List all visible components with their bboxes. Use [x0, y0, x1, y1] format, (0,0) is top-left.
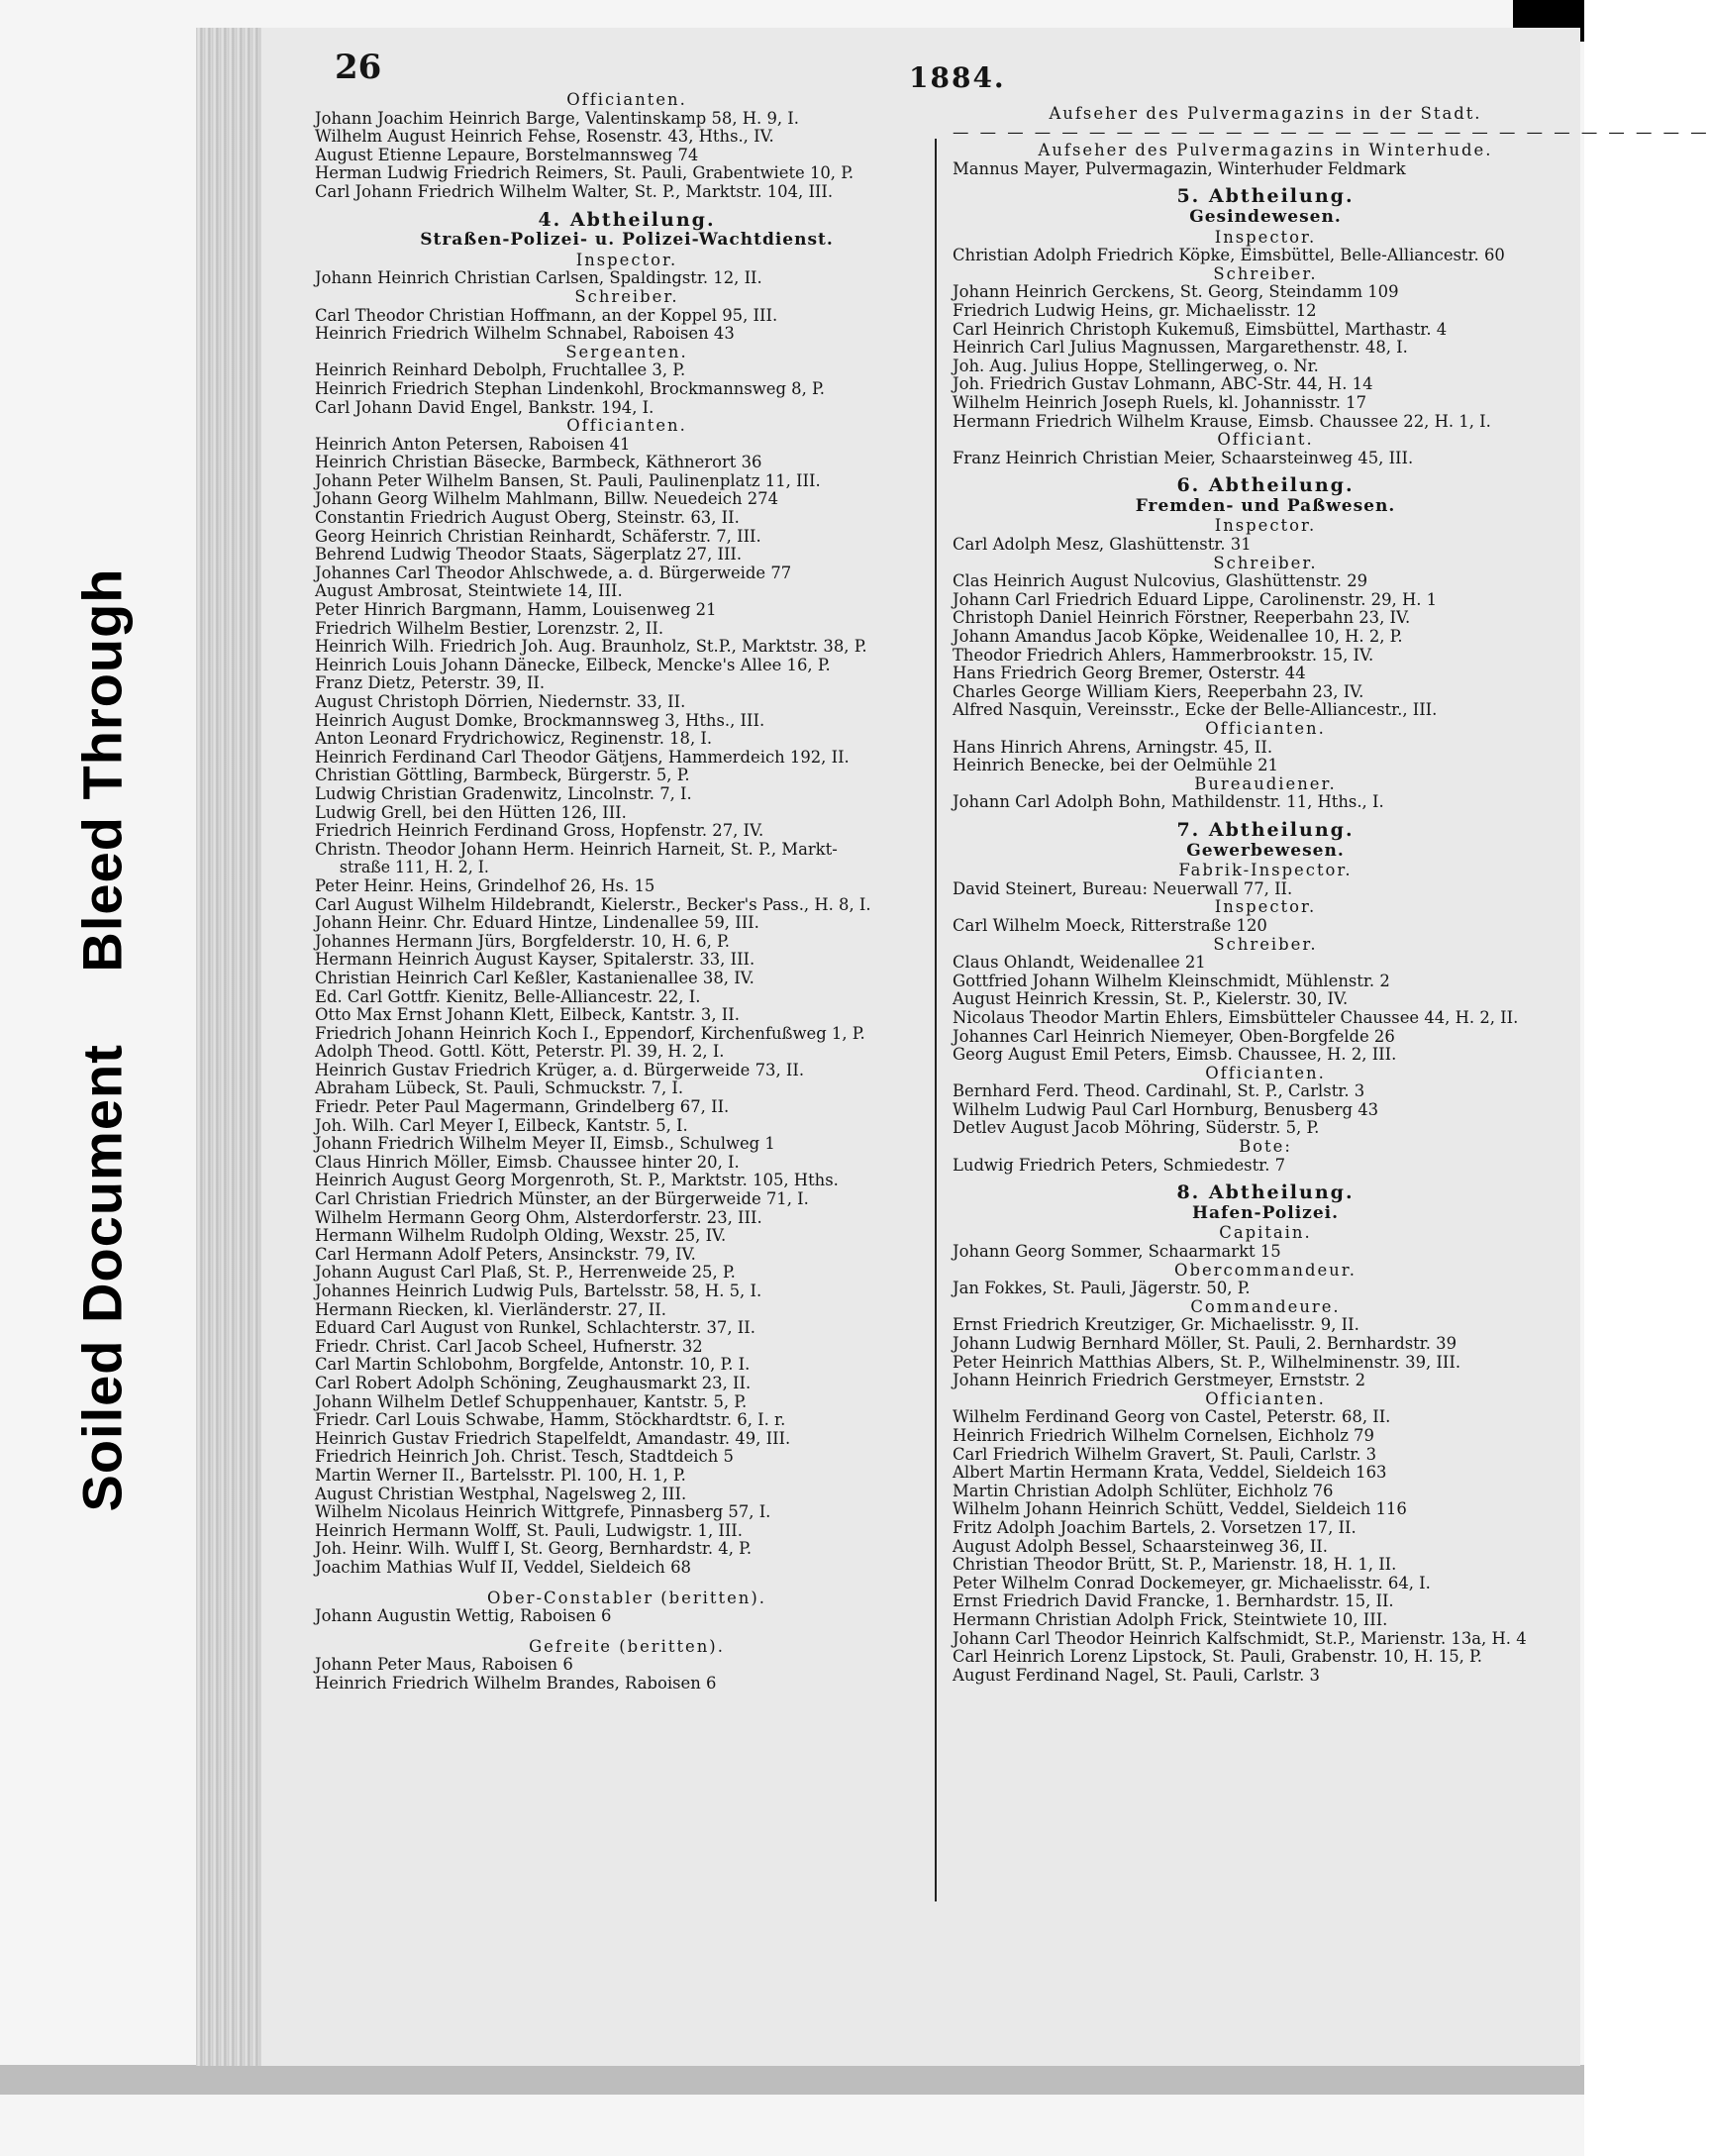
division-heading: 5. Abtheilung.	[1176, 185, 1355, 208]
role-heading: Bureaudiener.	[1194, 773, 1337, 793]
directory-entry: Hermann Friedrich Wilhelm Krause, Eimsb. Chaussee 22, H. 1, I.	[953, 411, 1491, 431]
directory-entry: Carl Theodor Christian Hoffmann, an der Koppel 95, III.	[315, 305, 778, 325]
directory-entry: Anton Leonard Frydrichowicz, Reginenstr. 18, I.	[315, 729, 713, 749]
directory-entry: Georg August Emil Peters, Eimsb. Chaussee, H. 2, III.	[953, 1045, 1397, 1065]
directory-entry: Carl Heinrich Christoph Kukemuß, Eimsbüttel, Marthastr. 4	[953, 319, 1448, 339]
directory-entry: Heinrich August Georg Morgenroth, St. P., Marktstr. 105, Hths.	[315, 1171, 839, 1190]
directory-entry: Abraham Lübeck, St. Pauli, Schmuckstr. 7, I.	[315, 1078, 684, 1098]
directory-entry: Ludwig Grell, bei den Hütten 126, III.	[315, 802, 627, 822]
spacer	[315, 1626, 939, 1638]
directory-entry: Johann Augustin Wettig, Raboisen 6	[315, 1606, 612, 1626]
directory-entry: Johann Carl Friedrich Eduard Lippe, Carolinenstr. 29, H. 1	[953, 589, 1438, 609]
directory-entry: Joh. Friedrich Gustav Lohmann, ABC-Str. 44, H. 14	[953, 374, 1373, 394]
directory-entry: Peter Heinr. Heins, Grindelhof 26, Hs. 15	[315, 875, 655, 895]
entry-continuation: straße 111, H. 2, I.	[339, 858, 489, 877]
role-heading: Ober-Constabler (beritten).	[487, 1588, 766, 1607]
directory-entry: Johann Amandus Jacob Köpke, Weidenallee 10, H. 2, P.	[953, 627, 1403, 647]
directory-entry: Johann Peter Wilhelm Bansen, St. Pauli, Paulinenplatz 11, III.	[315, 470, 821, 490]
directory-entry: Claus Ohlandt, Weidenallee 21	[953, 953, 1206, 973]
directory-entry: Adolph Theod. Gottl. Kött, Peterstr. Pl. 39, H. 2, I.	[315, 1042, 725, 1062]
directory-entry: Martin Werner II., Bartelsstr. Pl. 100, H. 1, P.	[315, 1465, 686, 1485]
role-heading: Officianten.	[1205, 719, 1326, 738]
directory-entry: Carl Friedrich Wilhelm Gravert, St. Pauli, Carlstr. 3	[953, 1444, 1377, 1464]
directory-entry: August Christoph Dörrien, Niedernstr. 33, II.	[315, 692, 686, 711]
directory-entry: Carl Hermann Adolf Peters, Ansinckstr. 79, IV.	[315, 1244, 696, 1264]
directory-entry: Friedr. Christ. Carl Jacob Scheel, Hufnerstr. 32	[315, 1336, 703, 1356]
directory-entry: Christoph Daniel Heinrich Förstner, Reeperbahn 23, IV.	[953, 608, 1411, 628]
directory-entry: Joh. Wilh. Carl Meyer I, Eilbeck, Kantstr. 5, I.	[315, 1115, 688, 1135]
directory-entry: Heinrich August Domke, Brockmannsweg 3, Hths., III.	[315, 710, 765, 730]
directory-entry: Ludwig Friedrich Peters, Schmiedestr. 7	[953, 1155, 1286, 1175]
role-heading: Officianten.	[1205, 1063, 1326, 1082]
role-heading: Bote:	[1239, 1137, 1292, 1157]
role-heading: Commandeure.	[1190, 1296, 1341, 1316]
spacer	[315, 1578, 939, 1590]
role-heading: Sergeanten.	[565, 342, 688, 361]
directory-entry: Johann Friedrich Wilhelm Meyer II, Eimsb., Schulweg 1	[315, 1134, 775, 1154]
role-heading: Officianten.	[1205, 1388, 1326, 1408]
directory-entry: Joh. Aug. Julius Hoppe, Stellingerweg, o. Nr.	[953, 356, 1319, 375]
directory-entry: Hermann Wilhelm Rudolph Olding, Wexstr. 25, IV.	[315, 1226, 727, 1246]
role-heading: Fabrik-Inspector.	[1178, 861, 1353, 880]
directory-entry: Fritz Adolph Joachim Bartels, 2. Vorsetzen 17, II.	[953, 1517, 1357, 1537]
directory-entry: Johannes Carl Theodor Ahlschwede, a. d. Bürgerweide 77	[315, 563, 792, 582]
directory-entry: Johannes Heinrich Ludwig Puls, Bartelsstr. 58, H. 5, I.	[315, 1282, 762, 1300]
directory-entry: Johann Heinrich Friedrich Gerstmeyer, Ernststr. 2	[953, 1371, 1366, 1390]
role-heading: Aufseher des Pulvermagazins in Winterhude.	[1038, 141, 1493, 160]
directory-entry: Eduard Carl August von Runkel, Schlachterstr. 37, II.	[315, 1318, 755, 1338]
directory-entry: Hans Friedrich Georg Bremer, Osterstr. 44	[953, 664, 1306, 683]
directory-entry: Hermann Christian Adolph Frick, Steintwiete 10, III.	[953, 1609, 1388, 1629]
directory-entry: Friedr. Carl Louis Schwabe, Hamm, Stöckhardtstr. 6, I. r.	[315, 1410, 786, 1430]
section-heading: Fremden- und Paßwesen.	[1135, 495, 1396, 516]
role-heading: Obercommandeur.	[1174, 1260, 1357, 1280]
role-heading: Inspector.	[1214, 516, 1317, 536]
directory-entry: Heinrich Anton Petersen, Raboisen 41	[315, 434, 631, 454]
role-heading: Officianten.	[566, 416, 687, 436]
directory-entry: Friedrich Wilhelm Bestier, Lorenzstr. 2, II.	[315, 618, 664, 638]
directory-entry: Heinrich Benecke, bei der Oelmühle 21	[953, 756, 1278, 775]
directory-entry: Heinrich Christian Bäsecke, Barmbeck, Käthnerort 36	[315, 453, 762, 472]
directory-entry: Johann Heinr. Chr. Eduard Hintze, Lindenallee 59, III.	[315, 913, 759, 933]
role-heading: Gefreite (beritten).	[529, 1636, 725, 1656]
directory-entry: Carl August Wilhelm Hildebrandt, Kielerstr., Becker's Pass., H. 8, I.	[315, 894, 871, 914]
directory-entry: Carl Johann David Engel, Bankstr. 194, I.	[315, 397, 654, 417]
directory-entry: Friedrich Johann Heinrich Koch I., Eppendorf, Kirchenfußweg 1, P.	[315, 1023, 865, 1043]
directory-entry: Friedrich Heinrich Joh. Christ. Tesch, Stadtdeich 5	[315, 1447, 734, 1467]
role-heading: Schreiber.	[1213, 934, 1318, 954]
directory-entry: Clas Heinrich August Nulcovius, Glashüttenstr. 29	[953, 571, 1368, 591]
directory-entry: Hans Hinrich Ahrens, Arningstr. 45, II.	[953, 737, 1273, 757]
role-heading: Capitain.	[1219, 1223, 1312, 1243]
directory-entry: Johannes Hermann Jürs, Borgfelderstr. 10, H. 6, P.	[315, 931, 730, 951]
directory-entry: Constantin Friedrich August Oberg, Steinstr. 63, II.	[315, 508, 740, 528]
directory-entry: Ludwig Christian Gradenwitz, Lincolnstr. 7, I.	[315, 783, 692, 803]
directory-entry: Johann Carl Theodor Heinrich Kalfschmidt, St.P., Marienstr. 13a, H. 4	[953, 1628, 1527, 1648]
directory-entry: Heinrich Friedrich Stephan Lindenkohl, Brockmannsweg 8, P.	[315, 378, 825, 398]
directory-entry: Franz Dietz, Peterstr. 39, II.	[315, 673, 546, 693]
page-number: 26	[335, 48, 382, 87]
directory-entry: Johann Carl Adolph Bohn, Mathildenstr. 11, Hths., I.	[953, 792, 1384, 812]
directory-entry: Wilhelm Nicolaus Heinrich Wittgrefe, Pinnasberg 57, I.	[315, 1502, 771, 1522]
left-column	[315, 91, 939, 1693]
directory-entry: Claus Hinrich Möller, Eimsb. Chaussee hinter 20, I.	[315, 1152, 740, 1172]
directory-entry: Detlev August Jacob Möhring, Süderstr. 5, P.	[953, 1118, 1320, 1138]
directory-entry: David Steinert, Bureau: Neuerwall 77, II.	[953, 878, 1293, 898]
directory-entry: Alfred Nasquin, Vereinsstr., Ecke der Belle-Alliancestr., III.	[953, 700, 1438, 720]
directory-entry: Johann Heinrich Gerckens, St. Georg, Steindamm 109	[953, 282, 1399, 302]
directory-entry: Christian Adolph Friedrich Köpke, Eimsbüttel, Belle-Alliancestr. 60	[953, 246, 1505, 265]
role-heading: Officiant.	[1217, 430, 1314, 450]
directory-entry: Friedrich Ludwig Heins, gr. Michaelisstr. 12	[953, 300, 1317, 320]
directory-entry: Wilhelm Ludwig Paul Carl Hornburg, Benusberg 43	[953, 1099, 1379, 1119]
directory-entry: Heinrich Wilh. Friedrich Joh. Aug. Braunholz, St.P., Marktstr. 38, P.	[315, 637, 867, 657]
sidebar-labels	[70, 540, 135, 1539]
role-heading: Schreiber.	[1213, 553, 1318, 572]
directory-entry: August Christian Westphal, Nagelsweg 2, III.	[315, 1484, 687, 1503]
directory-entry: Christian Heinrich Carl Keßler, Kastanienallee 38, IV.	[315, 968, 754, 987]
directory-entry: Friedrich Heinrich Ferdinand Gross, Hopfenstr. 27, IV.	[315, 821, 764, 841]
directory-entry: August Heinrich Kressin, St. P., Kielerstr. 30, IV.	[953, 989, 1349, 1009]
section-heading: Gesindewesen.	[1189, 206, 1342, 227]
right-column	[953, 104, 1710, 1685]
division-heading: 6. Abtheilung.	[1176, 474, 1355, 497]
role-heading: Schreiber.	[1213, 263, 1318, 283]
directory-entry: Georg Heinrich Christian Reinhardt, Schäferstr. 7, III.	[315, 526, 761, 546]
role-heading: Inspector.	[1214, 227, 1317, 247]
directory-entry: Charles George William Kiers, Reeperbahn 23, IV.	[953, 681, 1364, 701]
directory-entry: Johann Peter Maus, Raboisen 6	[315, 1655, 573, 1675]
directory-entry: Wilhelm August Heinrich Fehse, Rosenstr. 43, Hths., IV.	[315, 127, 774, 147]
directory-entry: Albert Martin Hermann Krata, Veddel, Sieldeich 163	[953, 1463, 1387, 1483]
page-stack-edge	[196, 28, 261, 2066]
directory-entry: Wilhelm Johann Heinrich Schütt, Veddel, Sieldeich 116	[953, 1499, 1407, 1519]
directory-entry: Carl Adolph Mesz, Glashüttenstr. 31	[953, 535, 1252, 555]
directory-entry: Wilhelm Ferdinand Georg von Castel, Peterstr. 68, II.	[953, 1407, 1391, 1427]
directory-entry: August Ambrosat, Steintwiete 14, III.	[315, 581, 623, 601]
directory-entry: Johann Ludwig Bernhard Möller, St. Pauli, 2. Bernhardstr. 39	[953, 1334, 1457, 1353]
section-heading: Straßen-Polizei- u. Polizei-Wachtdienst.	[420, 230, 834, 251]
directory-entry: Heinrich Gustav Friedrich Krüger, a. d. Bürgerweide 73, II.	[315, 1060, 805, 1079]
scan-bottom-edge	[0, 2065, 1584, 2095]
directory-entry: Franz Heinrich Christian Meier, Schaarsteinweg 45, III.	[953, 448, 1414, 467]
dash-line: — — — — — — — — — — — — — — — — — — — — — — — — — — — —	[953, 122, 1710, 142]
directory-entry: Johann Wilhelm Detlef Schuppenhauer, Kantstr. 5, P.	[315, 1391, 748, 1411]
directory-entry: Carl Johann Friedrich Wilhelm Walter, St. P., Marktstr. 104, III.	[315, 181, 834, 201]
directory-entry: Carl Martin Schlobohm, Borgfelde, Antonstr. 10, P. I.	[315, 1355, 751, 1375]
directory-entry: Wilhelm Heinrich Joseph Ruels, kl. Johannisstr. 17	[953, 392, 1367, 412]
directory-entry: Johannes Carl Heinrich Niemeyer, Oben-Borgfelde 26	[953, 1026, 1395, 1046]
directory-entry: Behrend Ludwig Theodor Staats, Sägerplatz 27, III.	[315, 545, 743, 565]
directory-entry: Hermann Heinrich August Kayser, Spitalerstr. 33, III.	[315, 950, 755, 970]
role-heading: Inspector.	[1214, 897, 1317, 917]
page-year: 1884.	[909, 61, 1006, 94]
bleed-through-label: Bleed Through	[70, 567, 134, 973]
directory-entry: Ernst Friedrich David Francke, 1. Bernhardstr. 15, II.	[953, 1591, 1394, 1611]
directory-entry: Johann Joachim Heinrich Barge, Valentinskamp 58, H. 9, I.	[315, 108, 799, 128]
directory-entry: Heinrich Friedrich Wilhelm Brandes, Raboisen 6	[315, 1673, 717, 1693]
division-heading: 7. Abtheilung.	[1176, 818, 1355, 841]
directory-entry: Peter Wilhelm Conrad Dockemeyer, gr. Michaelisstr. 64, I.	[953, 1573, 1431, 1592]
directory-entry: Johann Georg Sommer, Schaarmarkt 15	[953, 1242, 1281, 1262]
directory-entry: August Etienne Lepaure, Borstelmannsweg 74	[315, 145, 699, 164]
directory-entry: Herman Ludwig Friedrich Reimers, St. Pauli, Grabentwiete 10, P.	[315, 163, 855, 183]
directory-entry: Bernhard Ferd. Theod. Cardinahl, St. P., Carlstr. 3	[953, 1081, 1365, 1101]
directory-entry: Jan Fokkes, St. Pauli, Jägerstr. 50, P.	[953, 1279, 1251, 1298]
directory-entry: Heinrich Friedrich Wilhelm Cornelsen, Eichholz 79	[953, 1425, 1374, 1445]
directory-entry: Theodor Friedrich Ahlers, Hammerbrookstr. 15, IV.	[953, 645, 1374, 665]
directory-entry: Martin Christian Adolph Schlüter, Eichholz 76	[953, 1481, 1334, 1500]
role-heading: Officianten.	[566, 90, 687, 109]
directory-entry: Carl Wilhelm Moeck, Ritterstraße 120	[953, 915, 1267, 935]
directory-entry: Johann August Carl Plaß, St. P., Herrenweide 25, P.	[315, 1263, 736, 1283]
directory-entry: Heinrich Gustav Friedrich Stapelfeldt, Amandastr. 49, III.	[315, 1428, 791, 1448]
section-heading: Gewerbewesen.	[1186, 840, 1345, 861]
soiled-document-label: Soiled Document	[70, 1044, 134, 1512]
role-heading: Aufseher des Pulvermagazins in der Stadt.	[1049, 104, 1482, 123]
division-heading: 4. Abtheilung.	[538, 208, 716, 231]
directory-entry: Johann Georg Wilhelm Mahlmann, Billw. Neuedeich 274	[315, 489, 779, 509]
directory-entry: Peter Hinrich Bargmann, Hamm, Louisenweg 21	[315, 600, 717, 620]
directory-entry: Heinrich Friedrich Wilhelm Schnabel, Raboisen 43	[315, 324, 735, 344]
directory-entry: Johann Heinrich Christian Carlsen, Spaldingstr. 12, II.	[315, 268, 762, 288]
directory-entry: Christian Theodor Brütt, St. P., Marienstr. 18, H. 1, II.	[953, 1555, 1397, 1575]
directory-entry: Hermann Riecken, kl. Vierländerstr. 27, II.	[315, 1299, 666, 1319]
directory-entry: Carl Heinrich Lorenz Lipstock, St. Pauli, Grabenstr. 10, H. 15, P.	[953, 1647, 1482, 1667]
directory-entry: Gottfried Johann Wilhelm Kleinschmidt, Mühlenstr. 2	[953, 971, 1390, 990]
directory-entry: August Adolph Bessel, Schaarsteinweg 36, II.	[953, 1536, 1328, 1556]
directory-entry: Christian Göttling, Barmbeck, Bürgerstr. 5, P.	[315, 766, 690, 785]
directory-entry: Carl Christian Friedrich Münster, an der Bürgerweide 71, I.	[315, 1189, 809, 1209]
directory-entry: Wilhelm Hermann Georg Ohm, Alsterdorferstr. 23, III.	[315, 1207, 762, 1227]
directory-entry: Ernst Friedrich Kreutziger, Gr. Michaelisstr. 9, II.	[953, 1315, 1359, 1335]
directory-entry: Joh. Heinr. Wilh. Wulff I, St. Georg, Bernhardstr. 4, P.	[315, 1539, 753, 1559]
role-heading: Inspector.	[575, 250, 678, 269]
directory-entry: Friedr. Peter Paul Magermann, Grindelberg 67, II.	[315, 1097, 730, 1117]
directory-entry: Carl Robert Adolph Schöning, Zeughausmarkt 23, II.	[315, 1373, 752, 1392]
directory-entry: Heinrich Reinhard Debolph, Fruchtallee 3, P.	[315, 360, 686, 380]
directory-entry: Heinrich Louis Johann Dänecke, Eilbeck, Mencke's Allee 16, P.	[315, 655, 831, 674]
role-heading: Schreiber.	[574, 286, 679, 306]
directory-entry: Heinrich Ferdinand Carl Theodor Gätjens, Hammerdeich 192, II.	[315, 747, 850, 767]
directory-entry: Heinrich Hermann Wolff, St. Pauli, Ludwigstr. 1, III.	[315, 1520, 743, 1540]
directory-entry: Peter Heinrich Matthias Albers, St. P., Wilhelminenstr. 39, III.	[953, 1352, 1461, 1372]
directory-entry: Christn. Theodor Johann Herm. Heinrich Harneit, St. P., Markt-	[315, 839, 838, 859]
directory-entry: Ed. Carl Gottfr. Kienitz, Belle-Alliancestr. 22, I.	[315, 986, 701, 1006]
directory-entry: Otto Max Ernst Johann Klett, Eilbeck, Kantstr. 3, II.	[315, 1005, 740, 1025]
division-heading: 8. Abtheilung.	[1176, 1181, 1355, 1204]
directory-entry: Joachim Mathias Wulf II, Veddel, Sieldeich 68	[315, 1557, 691, 1577]
directory-entry: August Ferdinand Nagel, St. Pauli, Carlstr. 3	[953, 1665, 1320, 1685]
directory-entry: Heinrich Carl Julius Magnussen, Margarethenstr. 48, I.	[953, 338, 1408, 358]
directory-entry: Mannus Mayer, Pulvermagazin, Winterhuder Feldmark	[953, 158, 1406, 178]
directory-entry: Nicolaus Theodor Martin Ehlers, Eimsbütteler Chaussee 44, H. 2, II.	[953, 1007, 1519, 1027]
section-heading: Hafen-Polizei.	[1191, 1202, 1340, 1223]
